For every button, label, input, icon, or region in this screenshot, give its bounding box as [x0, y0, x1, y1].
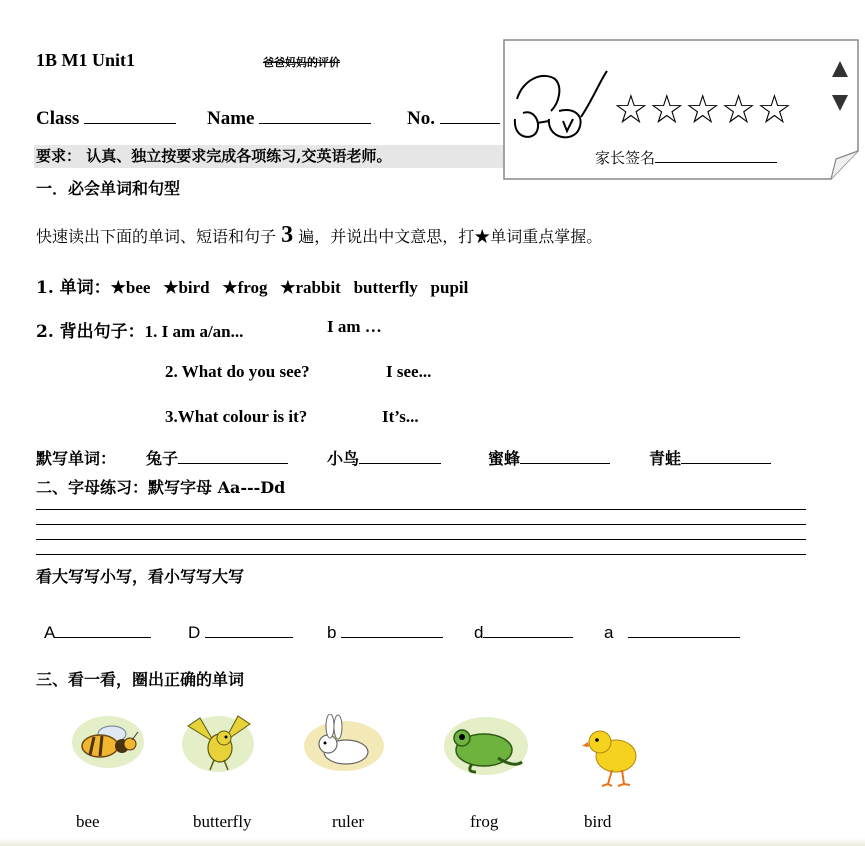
parent-sign-blank[interactable] — [655, 148, 777, 163]
letter-blank[interactable] — [628, 623, 740, 638]
dict-blank[interactable] — [520, 449, 610, 464]
dict-word: 蜜蜂 — [488, 449, 521, 468]
sentence-2a: 2. What do you see? — [165, 362, 310, 381]
number-field[interactable] — [407, 108, 500, 130]
butterfly-icon — [180, 712, 258, 774]
writing-line-2[interactable] — [36, 524, 806, 525]
dictation-bee[interactable] — [488, 446, 610, 469]
dictation-rabbit[interactable] — [146, 446, 288, 469]
parent-sign-label: 家长签名 — [595, 149, 656, 167]
section3-title: 三、看一看，圈出正确的单词 — [36, 670, 245, 689]
writing-line-1[interactable] — [36, 509, 806, 510]
name-label: Name — [207, 108, 255, 129]
sentences-label: 2. 背出句子： — [36, 322, 145, 342]
section2-title: 二、字母练习：默写字母 Aa---Dd — [36, 478, 286, 497]
sentence-1b: I am … — [327, 317, 382, 336]
letter-a[interactable] — [604, 623, 740, 643]
requirement-line — [34, 145, 584, 168]
writing-line-3[interactable] — [36, 539, 806, 540]
parent-evaluation-note — [503, 39, 859, 179]
writing-line-4[interactable] — [36, 554, 806, 555]
dict-blank[interactable] — [681, 449, 771, 464]
bird-icon — [582, 722, 644, 788]
sentence-3a: 3.What colour is it? — [165, 407, 308, 426]
caption-ruler[interactable]: ruler — [332, 812, 365, 831]
name-field[interactable] — [207, 108, 371, 130]
dict-blank[interactable] — [178, 449, 288, 464]
name-blank[interactable] — [259, 109, 371, 124]
dict-word: 小鸟 — [327, 449, 360, 468]
words-line — [36, 273, 468, 298]
sentence-1a: 1. I am a/an... — [144, 322, 244, 341]
caption-butterfly[interactable]: butterfly — [193, 812, 252, 831]
letter-A[interactable] — [44, 623, 151, 643]
frog-icon — [442, 714, 528, 776]
letter-b[interactable] — [327, 623, 443, 643]
instruction-post: 遍，并说出中文意思，打★单词重点掌握。 — [298, 227, 603, 246]
dictation-bird[interactable] — [327, 446, 441, 469]
dict-blank[interactable] — [359, 449, 441, 464]
parent-signature[interactable] — [595, 147, 777, 168]
unit-title: 1B M1 Unit1 — [36, 50, 135, 70]
rating-stars[interactable]: ☆☆☆☆☆ — [613, 87, 793, 133]
letter-prompt: D — [188, 623, 201, 642]
page-bottom-edge — [0, 838, 865, 846]
dict-word: 青蛙 — [649, 449, 682, 468]
requirement-text: 要求： 认真、独立按要求完成各项练习,交英语老师。 — [36, 147, 392, 165]
section1-instruction — [36, 222, 602, 249]
letter-d[interactable] — [474, 623, 573, 643]
caption-frog[interactable]: frog — [470, 812, 499, 831]
letter-prompt: a — [604, 623, 614, 642]
letter-blank[interactable] — [483, 623, 573, 638]
words-list: ★bee ★bird ★frog ★rabbit butterfly pupil — [110, 278, 469, 297]
dictation-label: 默写单词： — [36, 449, 117, 468]
number-blank[interactable] — [440, 109, 500, 124]
letter-blank[interactable] — [341, 623, 443, 638]
instruction-pre: 快速读出下面的单词、短语和句子 — [36, 227, 277, 246]
caption-bee[interactable]: bee — [76, 812, 100, 831]
scroll-up-arrow-icon[interactable] — [832, 61, 848, 77]
parent-eval-title: 爸爸妈妈的评价 — [263, 56, 340, 69]
letter-prompt: b — [327, 623, 337, 642]
caption-bird[interactable]: bird — [584, 812, 612, 831]
section1-title: 一．必会单词和句型 — [36, 179, 181, 198]
letter-blank[interactable] — [55, 623, 151, 638]
rabbit-icon — [302, 714, 384, 772]
number-label: No. — [407, 108, 435, 129]
letter-prompt: A — [44, 623, 56, 642]
sentences-label-line — [36, 317, 243, 342]
letter-D[interactable] — [188, 623, 293, 643]
letter-blank[interactable] — [205, 623, 293, 638]
sentence-3b: It’s... — [382, 407, 419, 426]
class-blank[interactable] — [84, 109, 176, 124]
words-label: 1. 单词： — [36, 278, 111, 298]
instruction-number: 3 — [281, 222, 294, 248]
dictation-frog[interactable] — [649, 446, 771, 469]
sentence-2b: I see... — [386, 362, 432, 381]
scroll-down-arrow-icon[interactable] — [832, 95, 848, 111]
letter-prompt: d — [474, 623, 484, 642]
class-label: Class — [36, 108, 80, 129]
dict-word: 兔子 — [146, 449, 179, 468]
bee-icon — [70, 712, 146, 772]
section2-subtitle: 看大写写小写，看小写写大写 — [36, 567, 245, 586]
class-field[interactable] — [36, 108, 176, 130]
